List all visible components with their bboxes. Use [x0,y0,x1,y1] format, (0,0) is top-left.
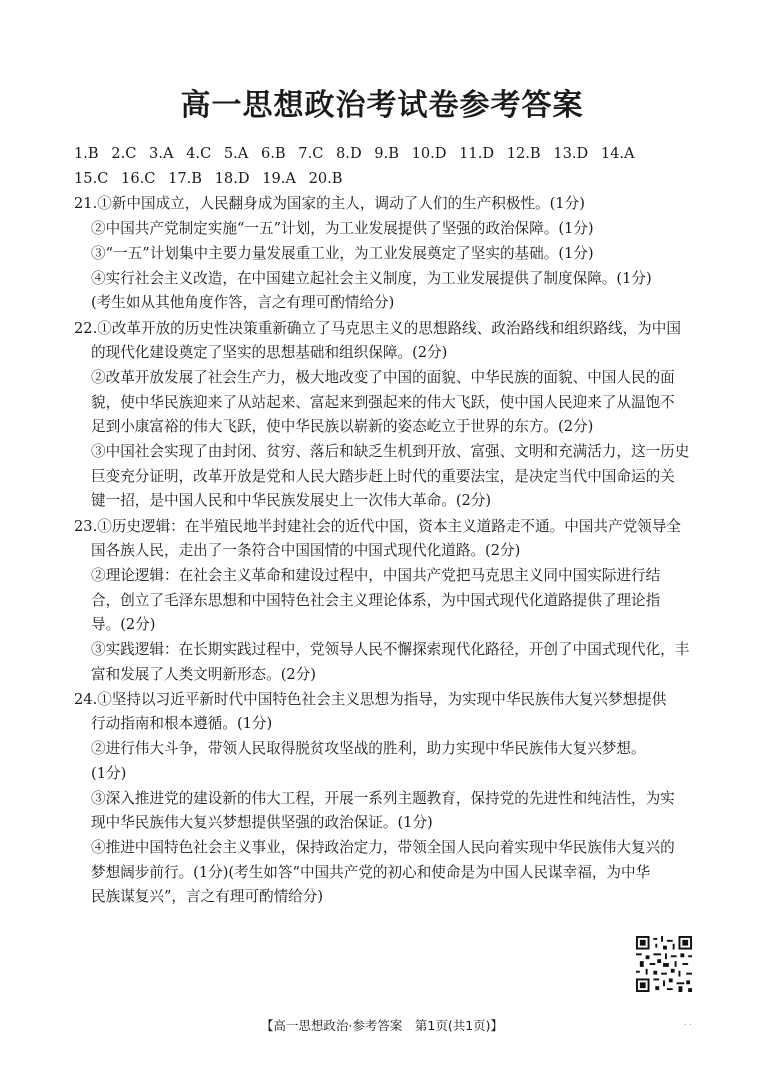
answer-line: 富和发展了人类文明新形态。(2分) [91,666,316,683]
answer-line: ②中国共产党制定实施“一五”计划，为工业发展提供了坚强的政治保障。(1分) [91,220,594,237]
answer-line: 民族谋复兴”，言之有理可酌情给分) [91,888,324,905]
mc-answer: 14.A [600,145,635,162]
answer-line: 24.①坚持以习近平新时代中国特色社会主义思想为指导，为实现中华民族伟大复兴梦想提供 [74,691,667,708]
mc-answer: 18.D [214,170,250,187]
answer-line: 现中华民族伟大复兴梦想提供坚强的政治保证。(1分) [91,814,433,831]
answer-line: ③中国社会实现了由封闭、贫穷、落后和缺乏生机到开放、富强、文明和充满活力，这一历史 [91,443,690,460]
mc-answer: 4.C [186,145,212,162]
mc-answer: 10.D [411,145,447,162]
mc-answer: 9.B [374,145,399,162]
mc-answer: 12.B [506,145,541,162]
scan-artifact: . . [684,1018,692,1027]
answer-line: 21.①新中国成立，人民翻身成为国家的主人，调动了人们的生产积极性。(1分) [74,195,585,212]
answer-line: 导。(2分) [91,616,156,633]
answer-line: ③“一五”计划集中主要力量发展重工业，为工业发展奠定了坚实的基础。(1分) [91,245,594,262]
answer-line: 梦想阔步前行。(1分)(考生如答“中国共产党的初心和使命是为中国人民谋幸福，为中华 [91,864,651,881]
mc-answers-row-1 [74,144,696,164]
answer-line: ②进行伟大斗争，带领人民取得脱贫攻坚战的胜利，助力实现中华民族伟大复兴梦想。 [91,740,646,757]
mc-answer: 8.D [336,145,362,162]
mc-answer: 3.A [149,145,174,162]
answer-line: ③深入推进党的建设新的伟大工程，开展一系列主题教育，保持党的先进性和纯洁性，为实 [91,790,675,807]
qr-code-icon [636,936,692,992]
mc-answer: 11.D [459,145,495,162]
answer-line: ③实践逻辑：在长期实践过程中，党领导人民不懈探索现代化路径，开创了中国式现代化，丰 [91,641,690,658]
mc-answer: 2.C [111,145,137,162]
answer-line: 巨变充分证明，改革开放是党和人民大踏步赶上时代的重要法宝，是决定当代中国命运的关 [91,468,675,485]
mc-answer: 6.B [260,145,286,162]
answer-line: 足到小康富裕的伟大飞跃，使中华民族以崭新的姿态屹立于世界的东方。(2分) [91,418,594,435]
mc-answer: 16.C [121,170,156,187]
mc-answer: 20.B [308,170,343,187]
answer-line: 23.①历史逻辑：在半殖民地半封建社会的近代中国，资本主义道路走不通。中国共产党领导全 [74,518,681,535]
answer-line: (1分) [91,765,127,782]
answer-line: (考生如从其他角度作答，言之有理可酌情给分) [91,294,395,311]
mc-answer: 19.A [262,170,296,187]
answer-line: ②改革开放发展了社会生产力，极大地改变了中国的面貌、中华民族的面貌、中国人民的面 [91,369,675,386]
answer-line: ②理论逻辑：在社会主义革命和建设过程中，中国共产党把马克思主义同中国实际进行结 [91,567,661,584]
answer-line: ④推进中国特色社会主义事业，保持政治定力，带领全国人民向着实现中华民族伟大复兴的 [91,839,675,856]
answer-line: 行动指南和根本遵循。(1分) [91,715,273,732]
answer-line: 国各族人民，走出了一条符合中国国情的中国式现代化道路。(2分) [91,542,521,559]
mc-answer: 5.A [223,145,249,162]
answer-line: ④实行社会主义改造，在中国建立起社会主义制度，为工业发展提供了制度保障。(1分) [91,270,652,287]
mc-answers-row-2 [74,169,696,189]
answer-line: 合，创立了毛泽东思想和中国特色社会主义理论体系，为中国式现代化道路提供了理论指 [91,592,661,609]
mc-answer: 17.B [168,170,202,187]
page-footer: 【高一思想政治·参考答案 第1页(共1页)】 [260,1018,504,1033]
answer-line: 貌，使中华民族迎来了从站起来、富起来到强起来的伟大飞跃，使中国人民迎来了从温饱不 [91,394,675,411]
answer-line: 的现代化建设奠定了坚实的思想基础和组织保障。(2分) [91,344,448,361]
mc-answer: 13.D [553,145,589,162]
mc-answer: 7.C [298,145,324,162]
answer-line: 22.①改革开放的历史性决策重新确立了马克思主义的思想路线、政治路线和组织路线，为中国 [74,320,681,337]
page-title: 高一思想政治考试卷参考答案 [180,88,584,123]
mc-answer: 15.C [74,170,109,187]
answer-line: 键一招，是中国人民和中华民族发展史上一次伟大革命。(2分) [91,492,492,509]
mc-answer: 1.B [74,145,99,162]
